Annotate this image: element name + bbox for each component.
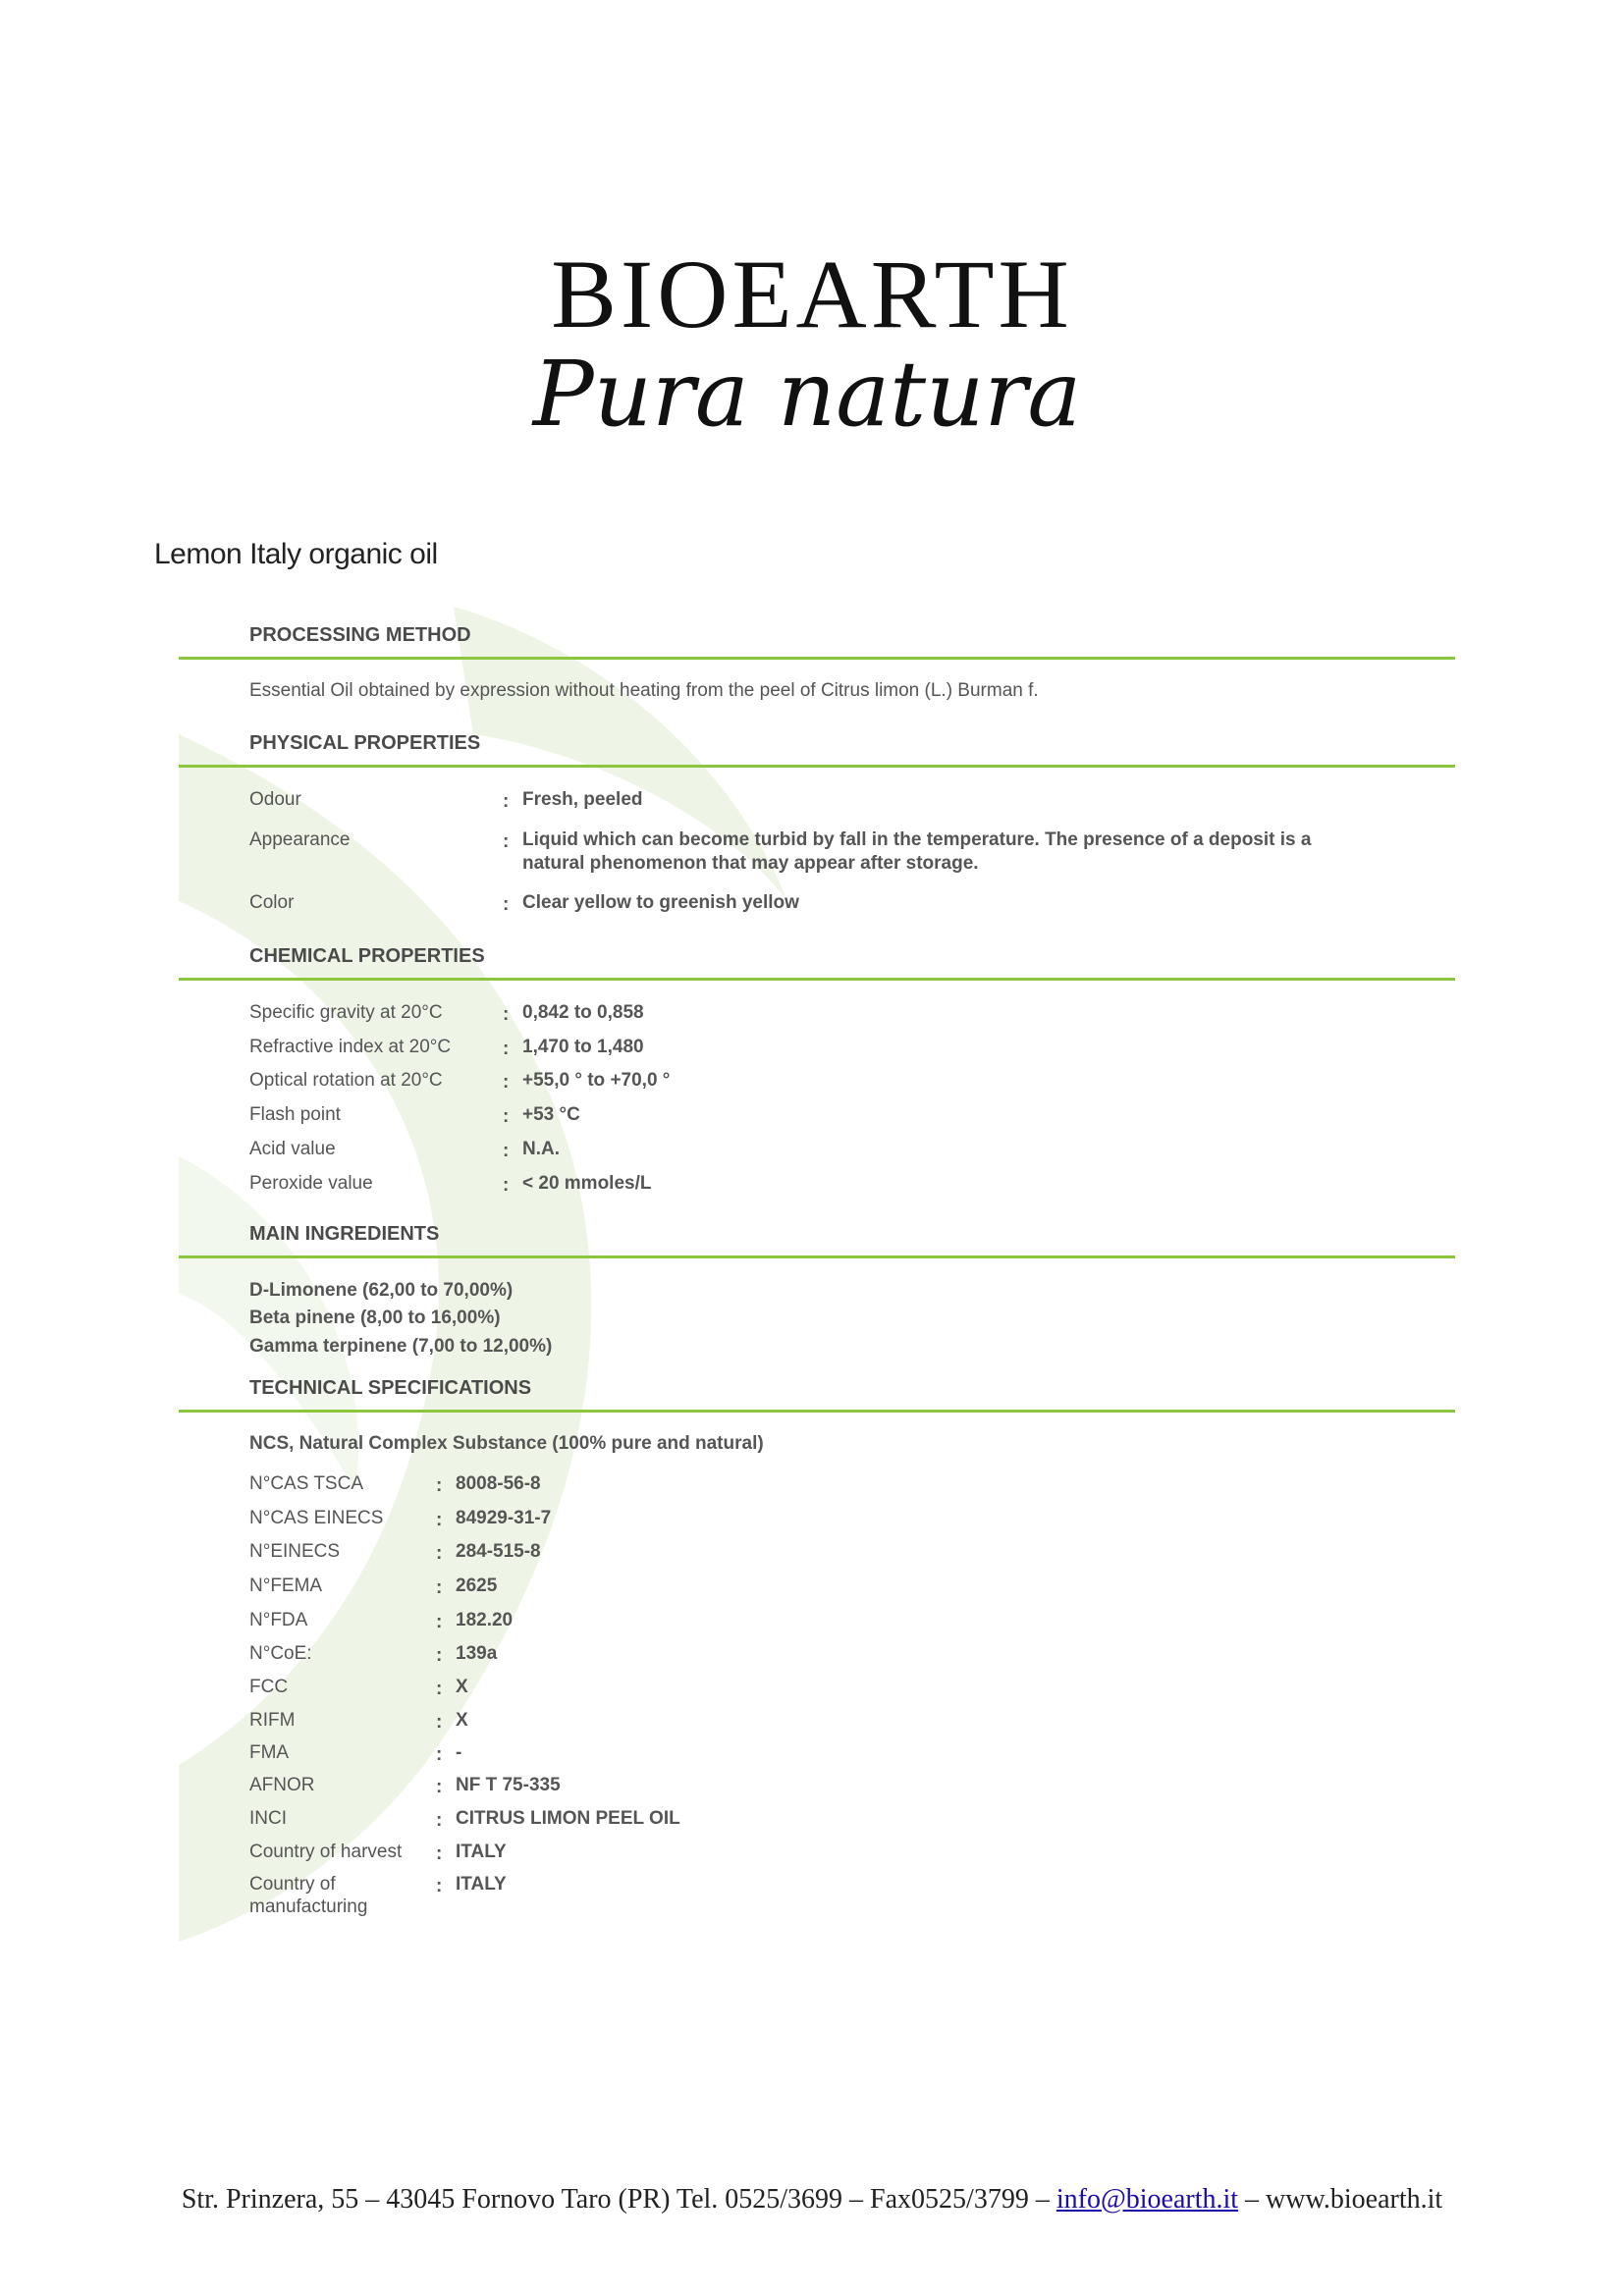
- section-divider: [179, 1410, 1455, 1413]
- property-value: < 20 mmoles/L: [522, 1173, 652, 1194]
- spec-value: NF T 75-335: [456, 1775, 561, 1795]
- property-label: Flash point: [249, 1104, 341, 1125]
- separator: :: [436, 1543, 443, 1564]
- spec-value: 84929-31-7: [456, 1508, 552, 1528]
- separator: :: [436, 1876, 443, 1896]
- separator: :: [436, 1810, 443, 1831]
- separator: :: [503, 1175, 510, 1196]
- property-value-continued: natural phenomenon that may appear after storage.: [522, 853, 979, 874]
- property-label: Refractive index at 20°C: [249, 1037, 452, 1057]
- spec-label: N°FDA: [249, 1610, 308, 1630]
- separator: :: [436, 1510, 443, 1530]
- section-heading: PHYSICAL PROPERTIES: [249, 732, 481, 754]
- property-label: Optical rotation at 20°C: [249, 1070, 443, 1091]
- separator: :: [503, 1039, 510, 1059]
- spec-value: 8008-56-8: [456, 1473, 541, 1494]
- spec-value: 182.20: [456, 1610, 514, 1630]
- section-main-ingredients: [179, 1223, 1455, 1258]
- spec-value: 284-515-8: [456, 1541, 541, 1562]
- footer: [0, 2184, 1624, 2216]
- property-value: 0,842 to 0,858: [522, 1002, 644, 1023]
- section-heading: MAIN INGREDIENTS: [249, 1223, 440, 1245]
- property-label: Specific gravity at 20°C: [249, 1002, 443, 1023]
- spec-label: FMA: [249, 1742, 290, 1763]
- property-value: Clear yellow to greenish yellow: [522, 892, 799, 913]
- spec-label: N°CoE:: [249, 1643, 312, 1664]
- property-label: Odour: [249, 789, 301, 810]
- spec-value: CITRUS LIMON PEEL OIL: [456, 1808, 680, 1829]
- section-processing-method: [179, 624, 1455, 660]
- separator: :: [503, 1004, 510, 1025]
- property-value: +55,0 ° to +70,0 °: [522, 1070, 671, 1091]
- spec-value: X: [456, 1710, 468, 1731]
- section-physical-properties: [179, 732, 1455, 768]
- property-label: Peroxide value: [249, 1173, 373, 1194]
- section-divider: [179, 765, 1455, 768]
- footer-email-link[interactable]: info@bioearth.it: [1056, 2184, 1239, 2215]
- spec-label: N°CAS TSCA: [249, 1473, 363, 1494]
- brand-tagline: Pura natura: [532, 342, 1082, 447]
- spec-label: Country of harvest: [249, 1842, 403, 1862]
- spec-label-continued: manufacturing: [249, 1896, 368, 1917]
- separator: :: [503, 1141, 510, 1161]
- separator: :: [503, 831, 510, 852]
- separator: :: [503, 1072, 510, 1093]
- ingredient-item: Gamma terpinene (7,00 to 12,00%): [249, 1336, 553, 1357]
- section-technical-specifications: [179, 1377, 1455, 1413]
- section-heading: PROCESSING METHOD: [249, 624, 471, 646]
- separator: :: [436, 1612, 443, 1632]
- spec-label: INCI: [249, 1808, 287, 1829]
- technical-subtitle: NCS, Natural Complex Substance (100% pure and natural): [249, 1433, 764, 1454]
- spec-value: -: [456, 1742, 462, 1763]
- property-value: Liquid which can become turbid by fall in the temperature. The presence of a deposit is a: [522, 829, 1312, 850]
- separator: :: [436, 1577, 443, 1598]
- property-label: Acid value: [249, 1139, 336, 1159]
- separator: :: [436, 1843, 443, 1864]
- section-divider: [179, 657, 1455, 660]
- spec-label: N°FEMA: [249, 1575, 323, 1596]
- footer-website: – www.bioearth.it: [1238, 2184, 1443, 2215]
- spec-label: N°CAS EINECS: [249, 1508, 384, 1528]
- separator: :: [503, 1106, 510, 1127]
- spec-value: ITALY: [456, 1874, 507, 1895]
- separator: :: [503, 791, 510, 812]
- section-chemical-properties: [179, 945, 1455, 981]
- property-value: Fresh, peeled: [522, 789, 643, 810]
- spec-value: 139a: [456, 1643, 498, 1664]
- separator: :: [503, 894, 510, 915]
- spec-value: X: [456, 1677, 468, 1697]
- separator: :: [436, 1645, 443, 1666]
- property-value: +53 °C: [522, 1104, 580, 1125]
- spec-label: Country of: [249, 1874, 336, 1895]
- section-divider: [179, 1255, 1455, 1258]
- brand-name: BIOEARTH: [551, 240, 1073, 348]
- ingredient-item: D-Limonene (62,00 to 70,00%): [249, 1280, 514, 1301]
- section-heading: TECHNICAL SPECIFICATIONS: [249, 1377, 532, 1399]
- property-value: 1,470 to 1,480: [522, 1037, 644, 1057]
- property-value: N.A.: [522, 1139, 560, 1159]
- brand-logo: [0, 240, 1624, 447]
- processing-text: Essential Oil obtained by expression without heating from the peel of Citrus limon (L.) Burman f.: [249, 680, 1039, 701]
- section-heading: CHEMICAL PROPERTIES: [249, 945, 485, 967]
- separator: :: [436, 1777, 443, 1797]
- property-label: Color: [249, 892, 295, 913]
- separator: :: [436, 1475, 443, 1496]
- ingredient-item: Beta pinene (8,00 to 16,00%): [249, 1308, 501, 1328]
- leaf-watermark-icon: [179, 607, 1455, 1942]
- separator: :: [436, 1712, 443, 1733]
- footer-address: Str. Prinzera, 55 – 43045 Fornovo Taro (PR) Tel. 0525/3699 – Fax0525/3799 –: [181, 2184, 1056, 2215]
- document-title: Lemon Italy organic oil: [154, 538, 438, 570]
- spec-label: RIFM: [249, 1710, 296, 1731]
- spec-sheet: [179, 607, 1455, 1942]
- spec-label: N°EINECS: [249, 1541, 341, 1562]
- spec-value: ITALY: [456, 1842, 507, 1862]
- spec-label: AFNOR: [249, 1775, 315, 1795]
- property-label: Appearance: [249, 829, 351, 850]
- spec-label: FCC: [249, 1677, 289, 1697]
- separator: :: [436, 1744, 443, 1765]
- section-divider: [179, 978, 1455, 981]
- separator: :: [436, 1679, 443, 1699]
- spec-value: 2625: [456, 1575, 498, 1596]
